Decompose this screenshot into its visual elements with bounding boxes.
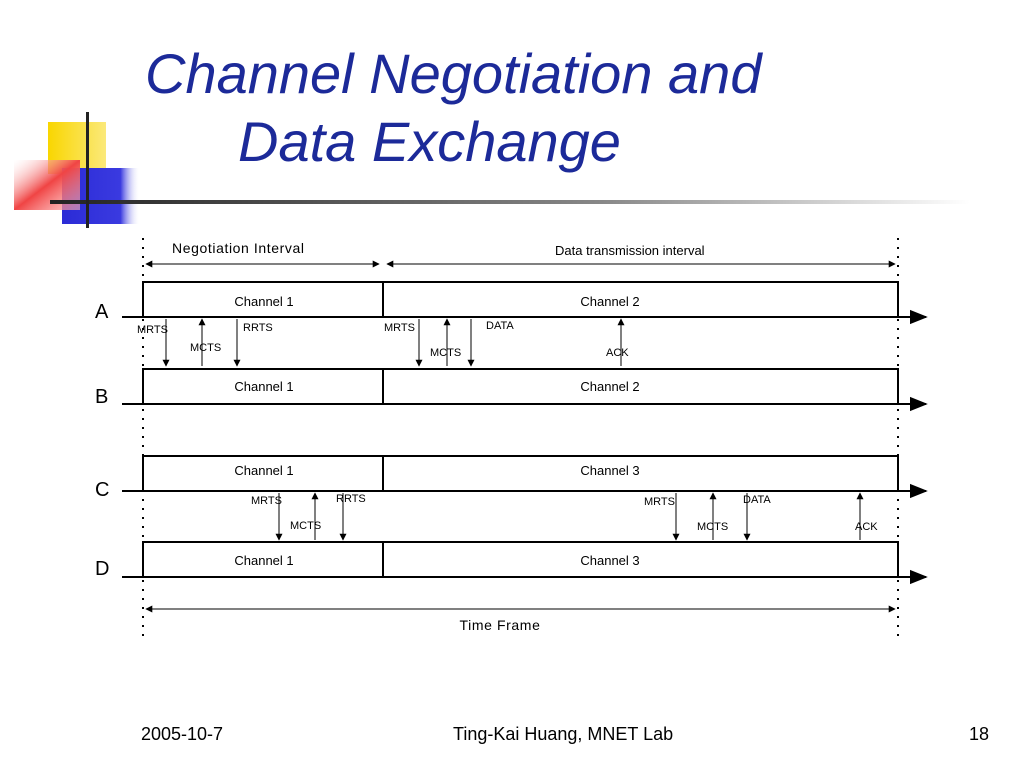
node-label-c: C (95, 479, 110, 501)
msg-cd-mrts-1: MRTS (251, 495, 282, 507)
msg-ab-rrts: RRTS (243, 322, 273, 334)
channel-label-c-2: Channel 3 (580, 463, 640, 478)
channel-label-b-2: Channel 2 (580, 379, 640, 394)
msg-cd-mcts-1: MCTS (290, 520, 322, 532)
footer-page-number: 18 (969, 724, 990, 744)
msg-ab-ack: ACK (606, 347, 629, 359)
node-label-b: B (95, 386, 109, 408)
footer-author: Ting-Kai Huang, MNET Lab (453, 724, 674, 744)
footer-date: 2005-10-7 (141, 724, 224, 744)
node-label-a: A (95, 301, 109, 323)
negotiation-interval-label: Negotiation Interval (172, 240, 305, 256)
channel-label-a-1: Channel 1 (234, 294, 294, 309)
data-transmission-interval-label: Data transmission interval (555, 243, 705, 258)
channel-box-b-2 (383, 369, 898, 404)
msg-cd-data: DATA (743, 494, 771, 506)
msg-cd-mrts-2: MRTS (644, 496, 675, 508)
slide-title-line1: Channel Negotiation and (145, 42, 762, 105)
channel-box-d-2 (383, 542, 898, 577)
channel-label-c-1: Channel 1 (234, 463, 294, 478)
node-label-d: D (95, 558, 110, 580)
msg-cd-ack: ACK (855, 521, 878, 533)
time-frame-label: Time Frame (459, 617, 541, 633)
channel-box-c-2 (383, 456, 898, 491)
msg-ab-mrts-1: MRTS (137, 324, 168, 336)
msg-ab-mcts-1: MCTS (190, 342, 222, 354)
channel-box-a-2 (383, 282, 898, 317)
channel-label-b-1: Channel 1 (234, 379, 294, 394)
channel-label-d-2: Channel 3 (580, 553, 640, 568)
channel-label-d-1: Channel 1 (234, 553, 294, 568)
channel-label-a-2: Channel 2 (580, 294, 640, 309)
msg-ab-mcts-2: MCTS (430, 347, 462, 359)
msg-ab-mrts-2: MRTS (384, 322, 415, 334)
msg-ab-data: DATA (486, 320, 514, 332)
msg-cd-rrts: RRTS (336, 493, 366, 505)
msg-cd-mcts-2: MCTS (697, 521, 729, 533)
slide-title-line2: Data Exchange (238, 110, 621, 173)
